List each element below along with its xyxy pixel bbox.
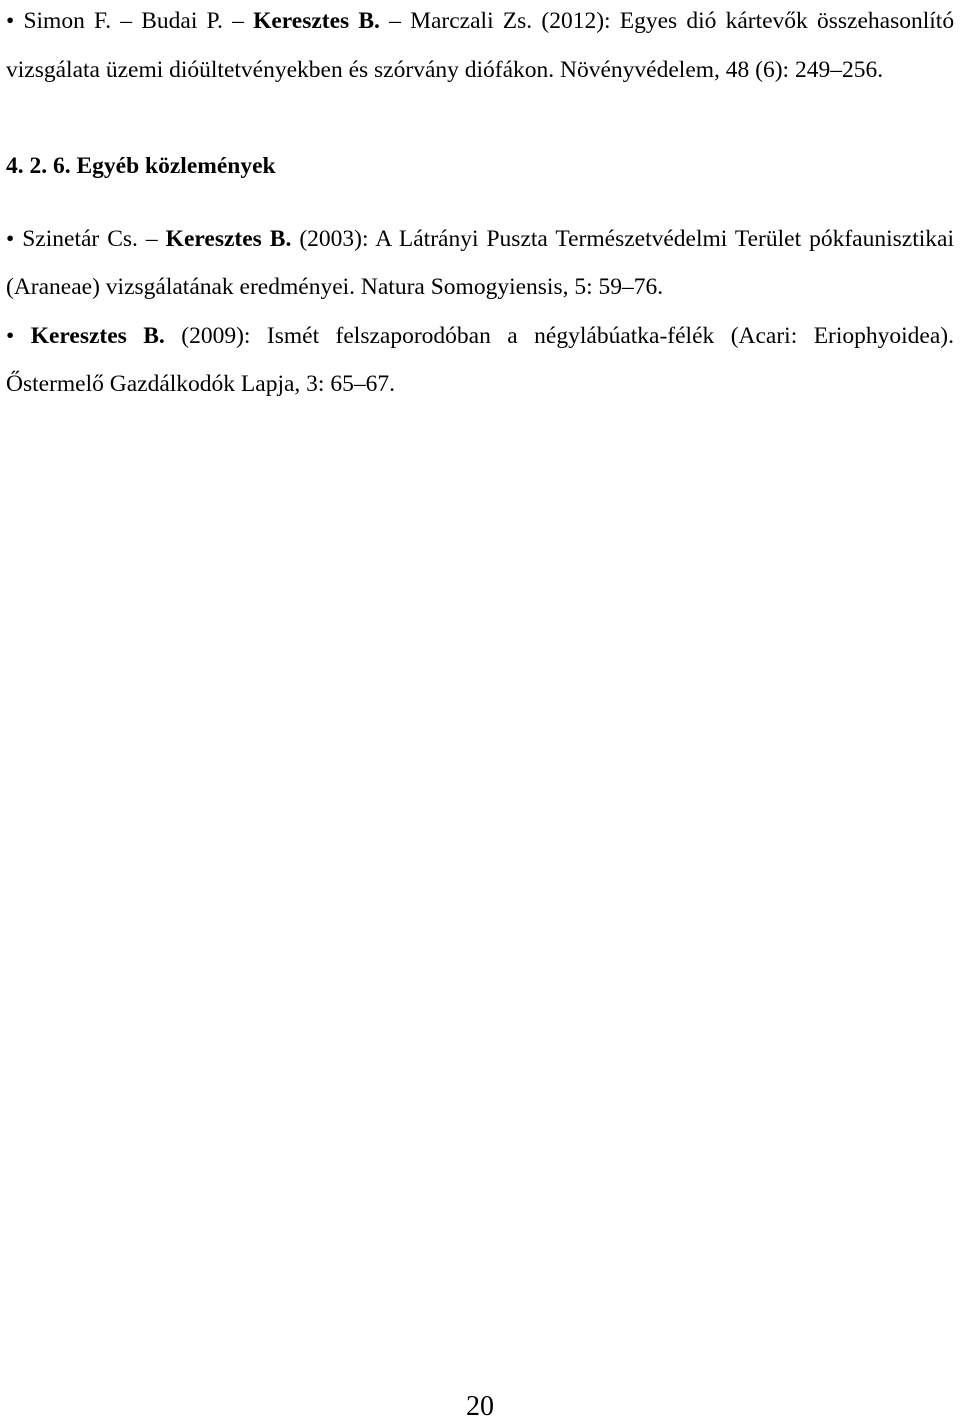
highlighted-author: Keresztes B. (253, 8, 380, 34)
author: Budai P. (141, 8, 223, 34)
reference-entry (6, 312, 954, 409)
section-heading: 4. 2. 6. Egyéb közlemények (6, 153, 276, 179)
author: Szinetár Cs. (22, 225, 138, 252)
bullet: • (6, 8, 15, 34)
reference-entry (6, 215, 954, 312)
page-number: 20 (466, 1391, 494, 1422)
author-separator: – (145, 225, 158, 252)
author-separator: – (232, 8, 244, 34)
author: Simon F. (23, 8, 112, 34)
author-separator: – (389, 8, 401, 34)
reference-details: (2012): Egyes dió kártevők összehasonlító vizsgálata üzemi dióültetvényekben és szórvány diófákon. Növényvédelem, 48 (6): 249–256. (6, 8, 955, 83)
author: Marczali Zs. (410, 8, 533, 34)
author-separator: – (120, 8, 133, 34)
reference-details: (2003): A Látrányi Puszta Természetvédelmi Terület pókfaunisztikai (Araneae) vizsgálatának eredményei. Natura Somogyiensis, 5: 59–76. (6, 225, 954, 300)
highlighted-author: Keresztes B. (165, 225, 292, 252)
reference-entry (6, 0, 954, 94)
reference-details: (2009): Ismét felszaporodóban a négylábúatka-félék (Acari: Eriophyoidea). Őstermelő Gazdálkodók Lapja, 3: 65–67. (6, 322, 954, 397)
bullet: • (6, 322, 15, 349)
highlighted-author: Keresztes B. (30, 322, 165, 349)
bullet: • (6, 225, 15, 252)
document-page (6, 0, 954, 409)
